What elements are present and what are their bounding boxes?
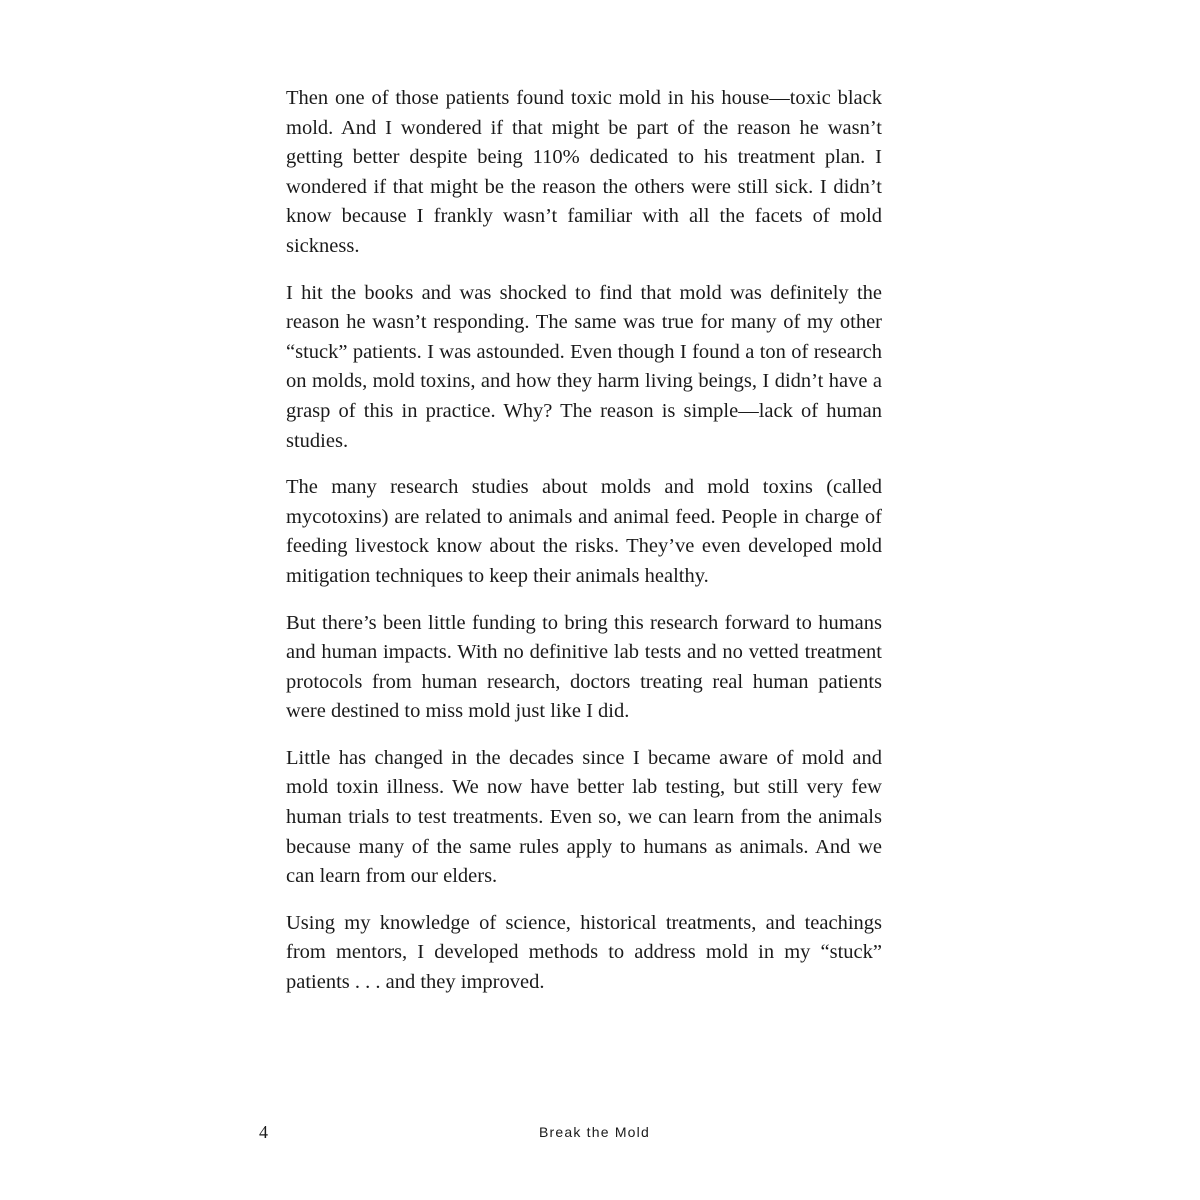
page-number: 4 xyxy=(259,1122,268,1142)
paragraph-3: The many research studies about molds and mold toxins (called mycotoxins) are related to animals and animal feed. People in charge of feeding livestock know about the risks. They’ve even developed mold mitigation techniques to keep their animals healthy. xyxy=(286,476,882,587)
paragraph-1: Then one of those patients found toxic mold in his house—toxic black mold. And I wondered if that might be part of the reason he wasn’t getting better despite being 110% dedicated to his treatment plan. I wondered if that might be the reason the others were still sick. I didn’t know because I frankly wasn’t familiar with all the facets of mold sickness. xyxy=(286,87,882,257)
paragraph-4: But there’s been little funding to bring this research forward to humans and human impacts. With no definitive lab tests and no vetted treatment protocols from human research, doctors treating real human patients were destined to miss mold just like I did. xyxy=(286,611,882,723)
paragraph-5: Little has changed in the decades since I became aware of mold and mold toxin illness. We now have better lab testing, but still very few human trials to test treatments. Even so, we can learn from the animals because many of the same rules apply to humans as animals. And we can learn from our elders. xyxy=(286,746,882,888)
paragraph-6: Using my knowledge of science, historical treatments, and teachings from mentors, I developed methods to address mold in my “stuck” patients . . . and they improved. xyxy=(286,911,882,994)
paragraph-2: I hit the books and was shocked to find that mold was definitely the reason he wasn’t responding. The same was true for many of my other “stuck” patients. I was astounded. Even though I found a ton of research on molds, mold toxins, and how they harm living beings, I didn’t have a grasp of this in practice. Why? The reason is simple—lack of human studies. xyxy=(286,281,882,452)
running-footer-title: Break the Mold xyxy=(539,1124,650,1140)
body-text xyxy=(286,84,882,1015)
